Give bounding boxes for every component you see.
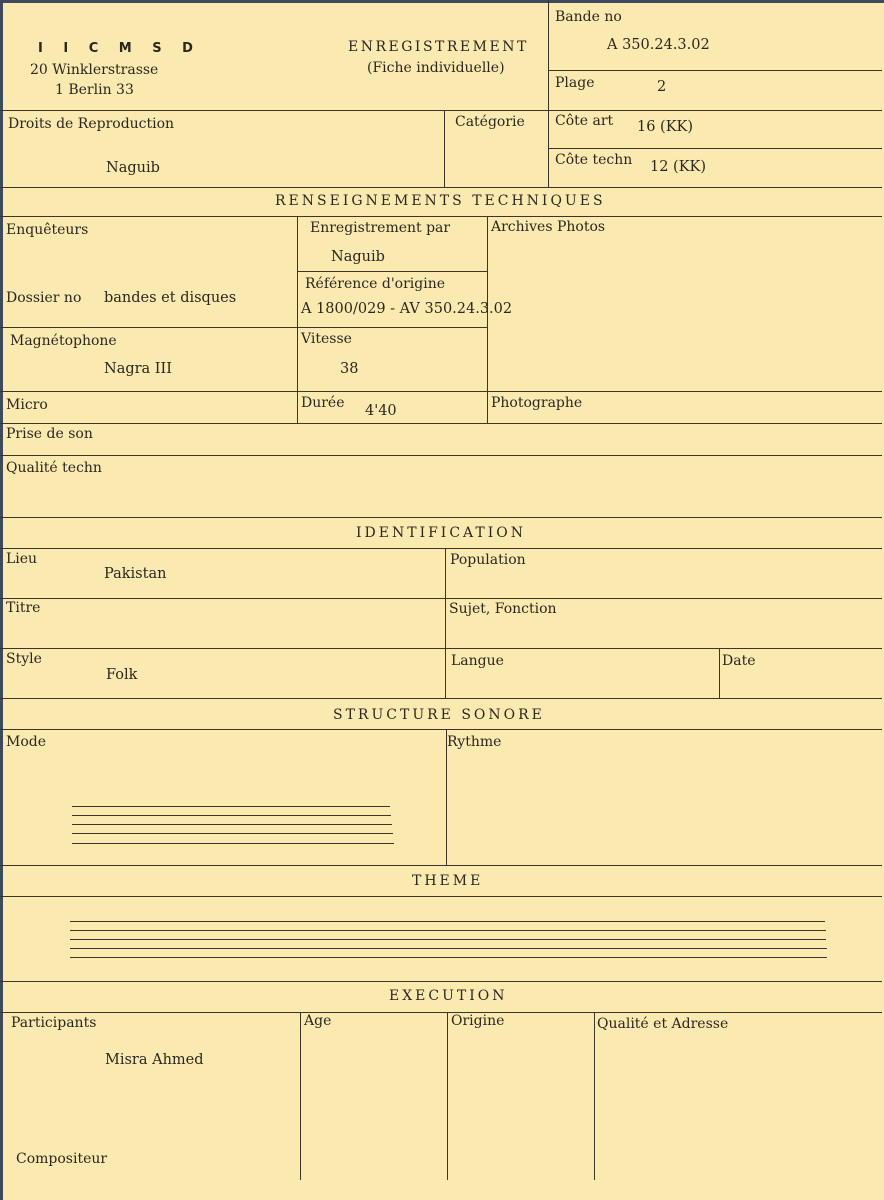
divider — [300, 1012, 301, 1180]
mode-label: Mode — [6, 734, 47, 750]
divider — [0, 981, 882, 982]
categorie-label: Catégorie — [455, 114, 525, 130]
magnetophone-label: Magnétophone — [10, 333, 117, 349]
style-label: Style — [6, 651, 42, 667]
staff-line — [72, 806, 390, 807]
photographe-label: Photographe — [491, 395, 583, 411]
scan-edge-top — [0, 0, 884, 3]
enregistrement-par-label: Enregistrement par — [310, 220, 451, 236]
reference-origine-value: A 1800/029 - AV 350.24.3.02 — [301, 301, 513, 317]
population-label: Population — [450, 552, 526, 568]
staff-line — [72, 824, 392, 825]
staff-line — [70, 921, 825, 922]
staff-line — [70, 939, 826, 940]
origine-label: Origine — [451, 1013, 505, 1029]
divider — [0, 517, 882, 518]
plage-value: 2 — [657, 79, 667, 95]
micro-label: Micro — [6, 397, 48, 413]
section-title-theme: THEME — [412, 873, 484, 889]
staff-line — [70, 930, 826, 931]
staff-line — [72, 815, 391, 816]
duree-label: Durée — [301, 395, 345, 411]
qualite-techn-label: Qualité techn — [6, 460, 102, 476]
cote-art-label: Côte art — [555, 113, 614, 129]
droits-label: Droits de Reproduction — [8, 116, 175, 132]
plage-label: Plage — [555, 75, 595, 91]
form-title: ENREGISTREMENT — [348, 39, 529, 55]
staff-line — [70, 957, 827, 958]
divider — [0, 598, 882, 599]
form-subtitle: (Fiche individuelle) — [367, 60, 505, 76]
bande-no-label: Bande no — [555, 9, 622, 25]
divider — [719, 648, 720, 698]
cote-techn-value: 12 (KK) — [650, 159, 707, 175]
divider — [445, 548, 446, 698]
divider — [0, 187, 882, 188]
section-title-structure: STRUCTURE SONORE — [333, 707, 545, 723]
style-value: Folk — [106, 667, 138, 683]
cote-art-value: 16 (KK) — [637, 119, 694, 135]
divider — [0, 327, 487, 328]
dossier-no-value: bandes et disques — [104, 290, 237, 306]
divider — [444, 110, 445, 187]
enregistrement-par-value: Naguib — [331, 249, 385, 265]
droits-value: Naguib — [106, 160, 160, 176]
participants-value: Misra Ahmed — [105, 1052, 204, 1068]
qualite-adresse-label: Qualité et Adresse — [597, 1016, 729, 1032]
divider — [0, 648, 882, 649]
divider — [0, 391, 882, 392]
divider — [548, 70, 882, 71]
langue-label: Langue — [451, 653, 504, 669]
reference-origine-label: Référence d'origine — [305, 276, 446, 292]
rythme-label: Rythme — [447, 734, 502, 750]
divider — [0, 423, 882, 424]
cote-techn-label: Côte techn — [555, 152, 633, 168]
divider — [0, 698, 882, 699]
divider — [0, 865, 882, 866]
magnetophone-value: Nagra III — [104, 361, 172, 377]
staff-line — [70, 948, 827, 949]
archives-photos-label: Archives Photos — [491, 219, 606, 235]
participants-label: Participants — [11, 1015, 97, 1031]
divider — [0, 455, 882, 456]
titre-label: Titre — [6, 600, 41, 616]
divider — [548, 148, 882, 149]
lieu-value: Pakistan — [104, 566, 167, 582]
divider — [297, 271, 487, 272]
divider — [0, 110, 882, 111]
bande-no-value: A 350.24.3.02 — [607, 37, 710, 53]
scan-edge-left — [0, 0, 3, 1200]
lieu-label: Lieu — [6, 551, 38, 567]
divider — [0, 1012, 882, 1013]
date-label: Date — [722, 653, 756, 669]
duree-value: 4'40 — [365, 403, 397, 419]
age-label: Age — [304, 1013, 332, 1029]
divider — [0, 216, 882, 217]
staff-line — [72, 833, 393, 834]
divider — [548, 0, 549, 187]
vitesse-value: 38 — [340, 361, 359, 377]
section-title-execution: EXECUTION — [389, 988, 508, 1004]
divider — [0, 548, 882, 549]
sujet-fonction-label: Sujet, Fonction — [449, 601, 557, 617]
divider — [594, 1012, 595, 1180]
address-line-2: 1 Berlin 33 — [55, 82, 134, 98]
org-name: I I C M S D — [38, 41, 201, 56]
prise-de-son-label: Prise de son — [6, 426, 93, 442]
section-title-identification: IDENTIFICATION — [356, 525, 526, 541]
divider — [0, 896, 882, 897]
vitesse-label: Vitesse — [301, 331, 352, 347]
enqueteurs-label: Enquêteurs — [6, 222, 89, 238]
staff-line — [72, 843, 394, 844]
divider — [0, 729, 882, 730]
divider — [447, 1012, 448, 1180]
address-line-1: 20 Winklerstrasse — [30, 62, 159, 78]
dossier-no-label: Dossier no — [6, 290, 82, 306]
compositeur-label: Compositeur — [16, 1151, 108, 1167]
section-title-technique: RENSEIGNEMENTS TECHNIQUES — [275, 193, 606, 209]
